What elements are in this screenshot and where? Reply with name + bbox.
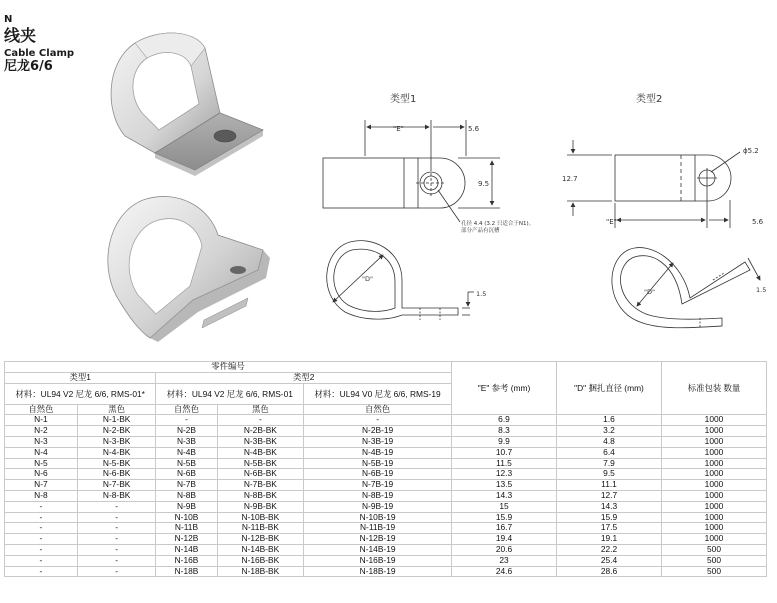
cell: 15.9 bbox=[452, 512, 557, 523]
type1-side-view bbox=[327, 241, 474, 320]
table-row bbox=[5, 555, 767, 566]
cell: 8.3 bbox=[452, 426, 557, 437]
cell: - bbox=[304, 415, 452, 426]
cell: N-10B bbox=[156, 512, 217, 523]
cell: N-2B-BK bbox=[217, 426, 304, 437]
cell: 14.3 bbox=[452, 490, 557, 501]
type1-dim-thickness: 1.5 bbox=[476, 290, 487, 298]
cell: N-8B bbox=[156, 490, 217, 501]
table-row bbox=[5, 458, 767, 469]
cell: N-5-BK bbox=[77, 458, 156, 469]
title-chinese: 线夹 bbox=[4, 26, 37, 45]
header-natural-2: 自然色 bbox=[156, 404, 217, 415]
header-material-1: 材料：UL94 V2 尼龙 6/6, RMS-01* bbox=[5, 383, 156, 404]
cell: 1000 bbox=[662, 480, 767, 491]
cell: 1000 bbox=[662, 426, 767, 437]
cell: 25.4 bbox=[557, 555, 662, 566]
cell: N-14B bbox=[156, 544, 217, 555]
table-row bbox=[5, 426, 767, 437]
cell: - bbox=[5, 501, 78, 512]
cell: N-4B bbox=[156, 447, 217, 458]
header-pack-qty: 标准包装 数量 bbox=[662, 362, 767, 415]
table-row bbox=[5, 566, 767, 577]
header-natural-1: 自然色 bbox=[5, 404, 78, 415]
cell: N-8 bbox=[5, 490, 78, 501]
type2-dim-e: "E" bbox=[606, 218, 617, 226]
cell: 4.8 bbox=[557, 436, 662, 447]
cell: N-4B-BK bbox=[217, 447, 304, 458]
cell: N-7 bbox=[5, 480, 78, 491]
type1-top-view bbox=[323, 120, 500, 222]
type1-hole-note-1: 孔径 4.4 (3.2 只适合于N1)。 bbox=[461, 221, 535, 227]
cell: 1000 bbox=[662, 469, 767, 480]
table-row bbox=[5, 469, 767, 480]
cell: N-1-BK bbox=[77, 415, 156, 426]
cell: 500 bbox=[662, 555, 767, 566]
cell: 6.4 bbox=[557, 447, 662, 458]
cell: - bbox=[5, 523, 78, 534]
cell: N-11B bbox=[156, 523, 217, 534]
table-row bbox=[5, 436, 767, 447]
cell: 15.9 bbox=[557, 512, 662, 523]
header-black-2: 黑色 bbox=[217, 404, 304, 415]
cell: N-2B bbox=[156, 426, 217, 437]
cell: 11.5 bbox=[452, 458, 557, 469]
cell: N-8B-BK bbox=[217, 490, 304, 501]
cell: N-4-BK bbox=[77, 447, 156, 458]
cell: N-12B-19 bbox=[304, 534, 452, 545]
cell: 10.7 bbox=[452, 447, 557, 458]
table-row bbox=[5, 447, 767, 458]
table-row bbox=[5, 534, 767, 545]
type2-dim-thickness: 1.5 bbox=[756, 286, 767, 294]
cell: N-7B-BK bbox=[217, 480, 304, 491]
cell: N-1 bbox=[5, 415, 78, 426]
cell: N-4 bbox=[5, 447, 78, 458]
cell: - bbox=[77, 501, 156, 512]
type1-dim-d: "D" bbox=[362, 275, 373, 283]
cell: N-18B-BK bbox=[217, 566, 304, 577]
cell: N-9B-BK bbox=[217, 501, 304, 512]
header-type1: 类型1 bbox=[5, 372, 156, 383]
title-english: Cable Clamp bbox=[4, 47, 75, 59]
cell: - bbox=[5, 512, 78, 523]
cell: 12.3 bbox=[452, 469, 557, 480]
table-row bbox=[5, 512, 767, 523]
cell: N-16B-BK bbox=[217, 555, 304, 566]
cell: 28.6 bbox=[557, 566, 662, 577]
type2-caption: 类型2 bbox=[636, 94, 663, 105]
header-natural-3: 自然色 bbox=[304, 404, 452, 415]
cell: N-6B-BK bbox=[217, 469, 304, 480]
cell: 1000 bbox=[662, 523, 767, 534]
cell: N-5B-19 bbox=[304, 458, 452, 469]
cell: 11.1 bbox=[557, 480, 662, 491]
cell: - bbox=[156, 415, 217, 426]
cell: N-2B-19 bbox=[304, 426, 452, 437]
cell: 17.5 bbox=[557, 523, 662, 534]
cell: N-9B bbox=[156, 501, 217, 512]
cell: N-2 bbox=[5, 426, 78, 437]
type1-caption: 类型1 bbox=[390, 94, 417, 105]
cell: 15 bbox=[452, 501, 557, 512]
cell: N-11B-19 bbox=[304, 523, 452, 534]
cell: - bbox=[77, 534, 156, 545]
cell: 1000 bbox=[662, 501, 767, 512]
cell: 6.9 bbox=[452, 415, 557, 426]
cell: - bbox=[5, 534, 78, 545]
cell: N-3B-19 bbox=[304, 436, 452, 447]
cell: 22.2 bbox=[557, 544, 662, 555]
type2-side-view bbox=[612, 248, 760, 328]
cell: 1000 bbox=[662, 447, 767, 458]
cell: - bbox=[5, 544, 78, 555]
cell: 23 bbox=[452, 555, 557, 566]
table-body bbox=[5, 415, 767, 577]
header-material-3: 材料：UL94 V0 尼龙 6/6, RMS-19 bbox=[304, 383, 452, 404]
cell: - bbox=[77, 566, 156, 577]
type1-dim-e: "E" bbox=[393, 125, 404, 133]
cell: - bbox=[77, 523, 156, 534]
cell: N-6B bbox=[156, 469, 217, 480]
cell: N-7B-19 bbox=[304, 480, 452, 491]
cell: 1000 bbox=[662, 436, 767, 447]
cell: N-6-BK bbox=[77, 469, 156, 480]
cell: N-16B-19 bbox=[304, 555, 452, 566]
cell: N-8-BK bbox=[77, 490, 156, 501]
cell: 500 bbox=[662, 566, 767, 577]
cell: N-14B-19 bbox=[304, 544, 452, 555]
cell: N-6 bbox=[5, 469, 78, 480]
cell: 19.1 bbox=[557, 534, 662, 545]
cell: N-10B-19 bbox=[304, 512, 452, 523]
cell: 1000 bbox=[662, 534, 767, 545]
cell: - bbox=[5, 566, 78, 577]
cell: N-9B-19 bbox=[304, 501, 452, 512]
cell: - bbox=[77, 512, 156, 523]
header-e-ref: "E" 参考 (mm) bbox=[452, 362, 557, 415]
cell: N-4B-19 bbox=[304, 447, 452, 458]
part-number-table bbox=[4, 361, 767, 577]
type1-dim-tab: 5.6 bbox=[468, 125, 480, 133]
table-row bbox=[5, 523, 767, 534]
cell: 500 bbox=[662, 544, 767, 555]
cell: N-12B bbox=[156, 534, 217, 545]
header-black-1: 黑色 bbox=[77, 404, 156, 415]
cell: N-11B-BK bbox=[217, 523, 304, 534]
cell: N-3 bbox=[5, 436, 78, 447]
cell: 1000 bbox=[662, 490, 767, 501]
cell: N-6B-19 bbox=[304, 469, 452, 480]
table-row bbox=[5, 501, 767, 512]
type2-dim-height: 12.7 bbox=[562, 175, 578, 183]
cell: 1000 bbox=[662, 458, 767, 469]
cell: 9.9 bbox=[452, 436, 557, 447]
cell: 24.6 bbox=[452, 566, 557, 577]
cell: 14.3 bbox=[557, 501, 662, 512]
series-code: N bbox=[4, 14, 13, 25]
cell: 19.4 bbox=[452, 534, 557, 545]
cell: - bbox=[5, 555, 78, 566]
cell: N-10B-BK bbox=[217, 512, 304, 523]
cell: 9.5 bbox=[557, 469, 662, 480]
cell: N-12B-BK bbox=[217, 534, 304, 545]
header-d-diameter: "D" 捆扎直径 (mm) bbox=[557, 362, 662, 415]
cell: - bbox=[77, 555, 156, 566]
cell: - bbox=[217, 415, 304, 426]
table-row bbox=[5, 490, 767, 501]
cell: N-3-BK bbox=[77, 436, 156, 447]
cell: - bbox=[77, 544, 156, 555]
cell: N-5B-BK bbox=[217, 458, 304, 469]
cell: 7.9 bbox=[557, 458, 662, 469]
cell: 1.6 bbox=[557, 415, 662, 426]
cell: N-2-BK bbox=[77, 426, 156, 437]
cell: 3.2 bbox=[557, 426, 662, 437]
cell: N-7B bbox=[156, 480, 217, 491]
type2-dim-hole: ϕ5.2 bbox=[743, 147, 759, 155]
cell: N-5 bbox=[5, 458, 78, 469]
type2-dim-tab: 5.6 bbox=[752, 218, 764, 226]
cell: 16.7 bbox=[452, 523, 557, 534]
cell: N-14B-BK bbox=[217, 544, 304, 555]
type2-top-view bbox=[567, 140, 740, 228]
cell: 1000 bbox=[662, 415, 767, 426]
type1-dim-height: 9.5 bbox=[478, 180, 490, 188]
table-row bbox=[5, 480, 767, 491]
type2-dim-d: "D" bbox=[644, 288, 655, 296]
cell: N-18B-19 bbox=[304, 566, 452, 577]
table-row bbox=[5, 544, 767, 555]
header-material-2: 材料：UL94 V2 尼龙 6/6, RMS-01 bbox=[156, 383, 304, 404]
table-row bbox=[5, 415, 767, 426]
cell: 12.7 bbox=[557, 490, 662, 501]
cell: 13.5 bbox=[452, 480, 557, 491]
cell: N-3B bbox=[156, 436, 217, 447]
cell: N-18B bbox=[156, 566, 217, 577]
material-label: 尼龙6/6 bbox=[4, 58, 53, 74]
cell: 1000 bbox=[662, 512, 767, 523]
header-type2: 类型2 bbox=[156, 372, 452, 383]
header-part-number: 零件编号 bbox=[5, 362, 452, 373]
cell: N-5B bbox=[156, 458, 217, 469]
cell: N-3B-BK bbox=[217, 436, 304, 447]
cell: N-16B bbox=[156, 555, 217, 566]
type1-hole-note-2: 部分产品有沉槽 bbox=[461, 228, 500, 234]
cell: N-8B-19 bbox=[304, 490, 452, 501]
cell: 20.6 bbox=[452, 544, 557, 555]
cell: N-7-BK bbox=[77, 480, 156, 491]
